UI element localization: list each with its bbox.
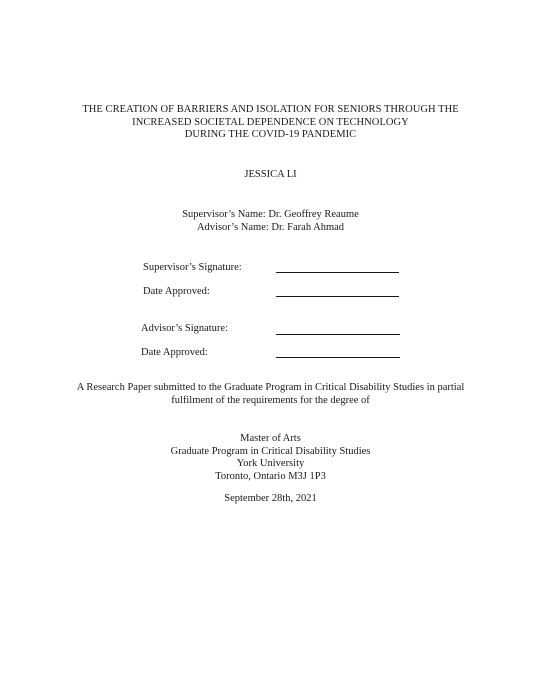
supervisor-name: Supervisor’s Name: Dr. Geoffrey Reaume [182,209,359,220]
university-location: Toronto, Ontario M3J 1P3 [215,470,326,482]
supervisor-signature-line [276,272,399,273]
university-name: York University [236,458,305,469]
committee-names [0,209,541,234]
advisor-signature-label: Advisor’s Signature: [141,323,229,334]
supervisor-signature-label: Supervisor’s Signature: [143,262,242,273]
degree-info [0,433,541,483]
supervisor-date-line [276,296,399,297]
author-name: JESSICA LI [244,169,297,180]
advisor-date-line [276,357,400,358]
statement-line-2: fulfilment of the requirements for the degree of [171,394,370,406]
degree-name: Master of Arts [240,433,301,444]
title-line-3: DURING THE COVID-19 PANDEMIC [184,129,357,140]
title-line-1: THE CREATION OF BARRIERS AND ISOLATION FOR SENIORS THROUGH THE [82,104,459,115]
statement-line-1: A Research Paper submitted to the Graduate Program in Critical Disability Studies in partial [76,382,465,393]
title-line-2: INCREASED SOCIETAL DEPENDENCE ON TECHNOLOGY [132,116,409,128]
program-name: Graduate Program in Critical Disability Studies [170,445,371,457]
supervisor-date-label: Date Approved: [143,286,210,297]
advisor-name: Advisor’s Name: Dr. Farah Ahmad [196,221,345,233]
paper-title [0,104,541,142]
submission-statement [0,382,541,407]
advisor-date-label: Date Approved: [141,347,208,358]
advisor-signature-line [276,334,400,335]
submission-date: September 28th, 2021 [224,493,317,504]
